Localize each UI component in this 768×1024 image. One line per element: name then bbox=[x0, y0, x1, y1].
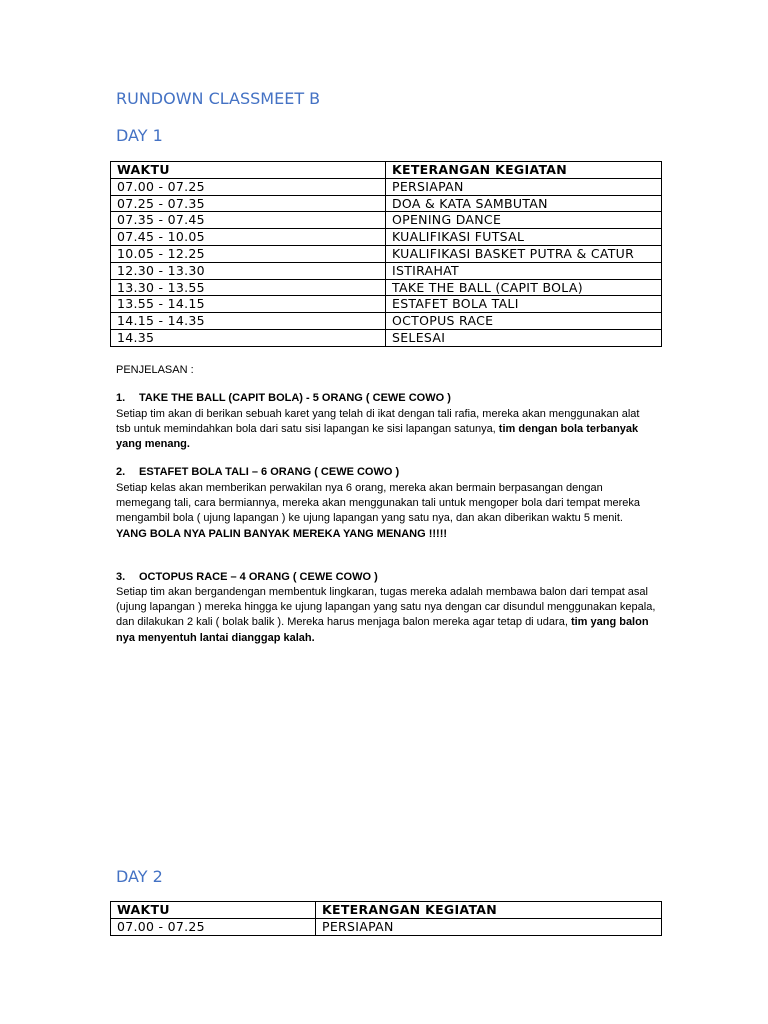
table-header-row bbox=[111, 162, 662, 179]
activity-cell: OPENING DANCE bbox=[386, 212, 662, 229]
table-header-row bbox=[111, 902, 662, 919]
day1-schedule-table bbox=[110, 161, 662, 347]
time-cell: 14.15 - 14.35 bbox=[111, 313, 386, 330]
item-2-description bbox=[116, 481, 656, 542]
table-row bbox=[111, 229, 662, 246]
item-2-text: Setiap kelas akan memberikan perwakilan nya 6 orang, mereka akan bermain berpasangan dengan memegang tali, cara bermiannya, mereka akan menggunakan tali untuk mengoper bola dari tempat mereka mengambil bola ( ujung lapangan ) ke ujung lapangan yang satu nya, dan akan diberikan waktu 5 menit. bbox=[116, 482, 641, 525]
table-row bbox=[111, 918, 662, 935]
time-cell: 10.05 - 12.25 bbox=[111, 245, 386, 262]
time-cell: 07.25 - 07.35 bbox=[111, 195, 386, 212]
item-1-text: Setiap tim akan di berikan sebuah karet yang telah di ikat dengan tali rafia, mereka akan menggunakan alat tsb untuk memindahkan bola dari satu sisi lapangan ke sisi lapangan satunya, bbox=[116, 408, 640, 436]
activity-cell: KUALIFIKASI FUTSAL bbox=[386, 229, 662, 246]
day2-schedule-table bbox=[110, 901, 662, 936]
item-1-number: 1. bbox=[116, 392, 126, 404]
item-3-bold-text: tim yang balon nya menyentuh lantai dianggap kalah. bbox=[116, 616, 649, 644]
item-1-bold-text: tim dengan bola terbanyak yang menang. bbox=[116, 423, 639, 451]
item-2-number: 2. bbox=[116, 466, 126, 478]
item-3-title bbox=[116, 571, 378, 583]
time-cell: 07.00 - 07.25 bbox=[111, 918, 316, 935]
document-title: RUNDOWN CLASSMEET B bbox=[116, 89, 321, 108]
table-row bbox=[111, 329, 662, 346]
item-1-description bbox=[116, 407, 656, 453]
item-1-title bbox=[116, 392, 451, 404]
item-3-text: Setiap tim akan bergandengan membentuk lingkaran, tugas mereka adalah membawa balon dari tempat asal (ujung lapangan ) mereka hingga ke ujung lapangan yang satu nya dengan car disundul menggunakan kepala, dan dilakukan 2 kali ( bolak balik ). Mereka harus menjaga balon mereka agar tetap di udara, bbox=[116, 586, 656, 629]
column-header-waktu: WAKTU bbox=[111, 162, 386, 179]
activity-cell: ESTAFET BOLA TALI bbox=[386, 296, 662, 313]
activity-cell: KUALIFIKASI BASKET PUTRA & CATUR bbox=[386, 245, 662, 262]
day1-heading: DAY 1 bbox=[116, 126, 163, 145]
activity-cell: OCTOPUS RACE bbox=[386, 313, 662, 330]
time-cell: 13.55 - 14.15 bbox=[111, 296, 386, 313]
activity-cell: ISTIRAHAT bbox=[386, 262, 662, 279]
item-2-bold-text: YANG BOLA NYA PALIN BANYAK MEREKA YANG MENANG !!!!! bbox=[116, 527, 448, 540]
time-cell: 07.45 - 10.05 bbox=[111, 229, 386, 246]
table-row bbox=[111, 296, 662, 313]
time-cell: 14.35 bbox=[111, 329, 386, 346]
table-row bbox=[111, 262, 662, 279]
table-row bbox=[111, 212, 662, 229]
activity-cell: PERSIAPAN bbox=[386, 178, 662, 195]
item-2-title bbox=[116, 466, 399, 478]
table-row bbox=[111, 245, 662, 262]
column-header-waktu: WAKTU bbox=[111, 902, 316, 919]
item-3-title-text: OCTOPUS RACE – 4 ORANG ( CEWE COWO ) bbox=[139, 571, 378, 583]
time-cell: 12.30 - 13.30 bbox=[111, 262, 386, 279]
item-3-description bbox=[116, 585, 656, 646]
table-row bbox=[111, 178, 662, 195]
item-2-title-text: ESTAFET BOLA TALI – 6 ORANG ( CEWE COWO ) bbox=[139, 466, 400, 478]
column-header-keterangan: KETERANGAN KEGIATAN bbox=[316, 902, 662, 919]
table-row bbox=[111, 279, 662, 296]
item-3-number: 3. bbox=[116, 571, 126, 583]
activity-cell: SELESAI bbox=[386, 329, 662, 346]
item-1-title-text: TAKE THE BALL (CAPIT BOLA) - 5 ORANG ( CEWE COWO ) bbox=[139, 392, 451, 404]
penjelasan-label: PENJELASAN : bbox=[116, 364, 194, 376]
table-row bbox=[111, 195, 662, 212]
time-cell: 07.00 - 07.25 bbox=[111, 178, 386, 195]
activity-cell: TAKE THE BALL (CAPIT BOLA) bbox=[386, 279, 662, 296]
time-cell: 13.30 - 13.55 bbox=[111, 279, 386, 296]
activity-cell: DOA & KATA SAMBUTAN bbox=[386, 195, 662, 212]
table-row bbox=[111, 313, 662, 330]
time-cell: 07.35 - 07.45 bbox=[111, 212, 386, 229]
activity-cell: PERSIAPAN bbox=[316, 918, 662, 935]
day2-heading: DAY 2 bbox=[116, 867, 163, 886]
column-header-keterangan: KETERANGAN KEGIATAN bbox=[386, 162, 662, 179]
